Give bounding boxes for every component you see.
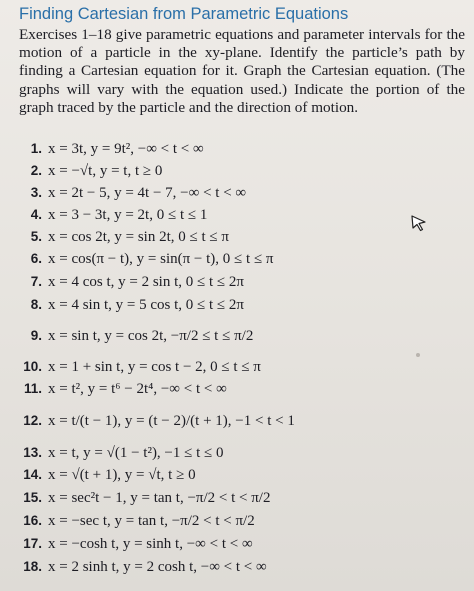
exercise-number: 1. [30, 141, 42, 156]
exercise-equation: x = 2 sinh t, y = 2 cosh t, −∞ < t < ∞ [48, 559, 267, 575]
exercise-9 [22, 327, 253, 345]
exercise-number: 14. [23, 467, 42, 482]
exercise-number: 17. [23, 536, 42, 551]
exercise-number: 7. [30, 274, 42, 289]
exercise-number: 2. [30, 163, 42, 178]
exercise-7 [22, 273, 244, 291]
exercise-number: 12. [23, 413, 42, 428]
exercise-8 [22, 296, 244, 314]
exercise-16 [22, 512, 255, 530]
exercise-5 [22, 228, 229, 246]
exercise-equation: x = −cosh t, y = sinh t, −∞ < t < ∞ [48, 536, 253, 552]
exercise-number: 11. [23, 381, 42, 396]
exercise-equation: x = 2t − 5, y = 4t − 7, −∞ < t < ∞ [48, 185, 247, 201]
exercise-17 [22, 535, 253, 553]
exercise-4 [22, 206, 207, 224]
exercise-18 [22, 558, 267, 576]
instructions-paragraph: Exercises 1–18 give parametric equations and parameter intervals for the motion of a particle in the xy-plane. Identify the particle’s path by finding a Cartesian equation for it. Graph the Cartesian equation. (The graphs will vary with the equation used.) Indicate the portion of the graph traced by the particle and the direction of motion. [19, 26, 465, 116]
exercise-equation: x = 3 − 3t, y = 2t, 0 ≤ t ≤ 1 [48, 207, 208, 223]
exercise-number: 15. [23, 490, 42, 505]
exercise-equation: x = 4 cos t, y = 2 sin t, 0 ≤ t ≤ 2π [48, 274, 244, 290]
exercise-equation: x = t/(t − 1), y = (t − 2)/(t + 1), −1 < t < 1 [48, 413, 295, 429]
exercise-10 [22, 358, 261, 376]
exercise-13 [22, 444, 224, 462]
exercise-equation: x = t², y = t⁶ − 2t⁴, −∞ < t < ∞ [48, 381, 227, 397]
exercise-equation: x = t, y = √(1 − t²), −1 ≤ t ≤ 0 [48, 445, 224, 461]
exercise-1 [22, 140, 204, 158]
exercise-equation: x = 1 + sin t, y = cos t − 2, 0 ≤ t ≤ π [48, 359, 261, 375]
exercise-number: 18. [23, 559, 42, 574]
page-speck [416, 353, 420, 357]
exercise-3 [22, 184, 246, 202]
exercise-equation: x = cos 2t, y = sin 2t, 0 ≤ t ≤ π [48, 229, 229, 245]
mouse-pointer-icon [410, 214, 428, 232]
exercise-equation: x = √(t + 1), y = √t, t ≥ 0 [48, 467, 196, 483]
exercise-14 [22, 466, 196, 484]
exercise-number: 6. [30, 251, 42, 266]
exercise-number: 8. [30, 297, 42, 312]
exercise-number: 10. [23, 359, 42, 374]
exercise-equation: x = sec²t − 1, y = tan t, −π/2 < t < π/2 [48, 490, 271, 506]
exercise-number: 5. [30, 229, 42, 244]
exercise-number: 9. [30, 328, 42, 343]
exercise-number: 13. [23, 445, 42, 460]
exercise-equation: x = 4 sin t, y = 5 cos t, 0 ≤ t ≤ 2π [48, 297, 244, 313]
exercise-equation: x = −√t, y = t, t ≥ 0 [48, 163, 163, 179]
exercise-6 [22, 250, 274, 268]
exercise-number: 3. [30, 185, 42, 200]
exercise-12 [22, 412, 295, 430]
exercise-15 [22, 489, 270, 507]
section-heading: Finding Cartesian from Parametric Equations [19, 5, 349, 23]
exercise-number: 4. [30, 207, 42, 222]
exercise-equation: x = −sec t, y = tan t, −π/2 < t < π/2 [48, 513, 255, 529]
exercise-equation: x = cos(π − t), y = sin(π − t), 0 ≤ t ≤ π [48, 251, 274, 267]
exercise-2 [22, 162, 162, 180]
exercise-11 [22, 380, 227, 398]
exercise-equation: x = 3t, y = 9t², −∞ < t < ∞ [48, 141, 204, 157]
exercise-number: 16. [23, 513, 42, 528]
exercise-equation: x = sin t, y = cos 2t, −π/2 ≤ t ≤ π/2 [48, 328, 254, 344]
